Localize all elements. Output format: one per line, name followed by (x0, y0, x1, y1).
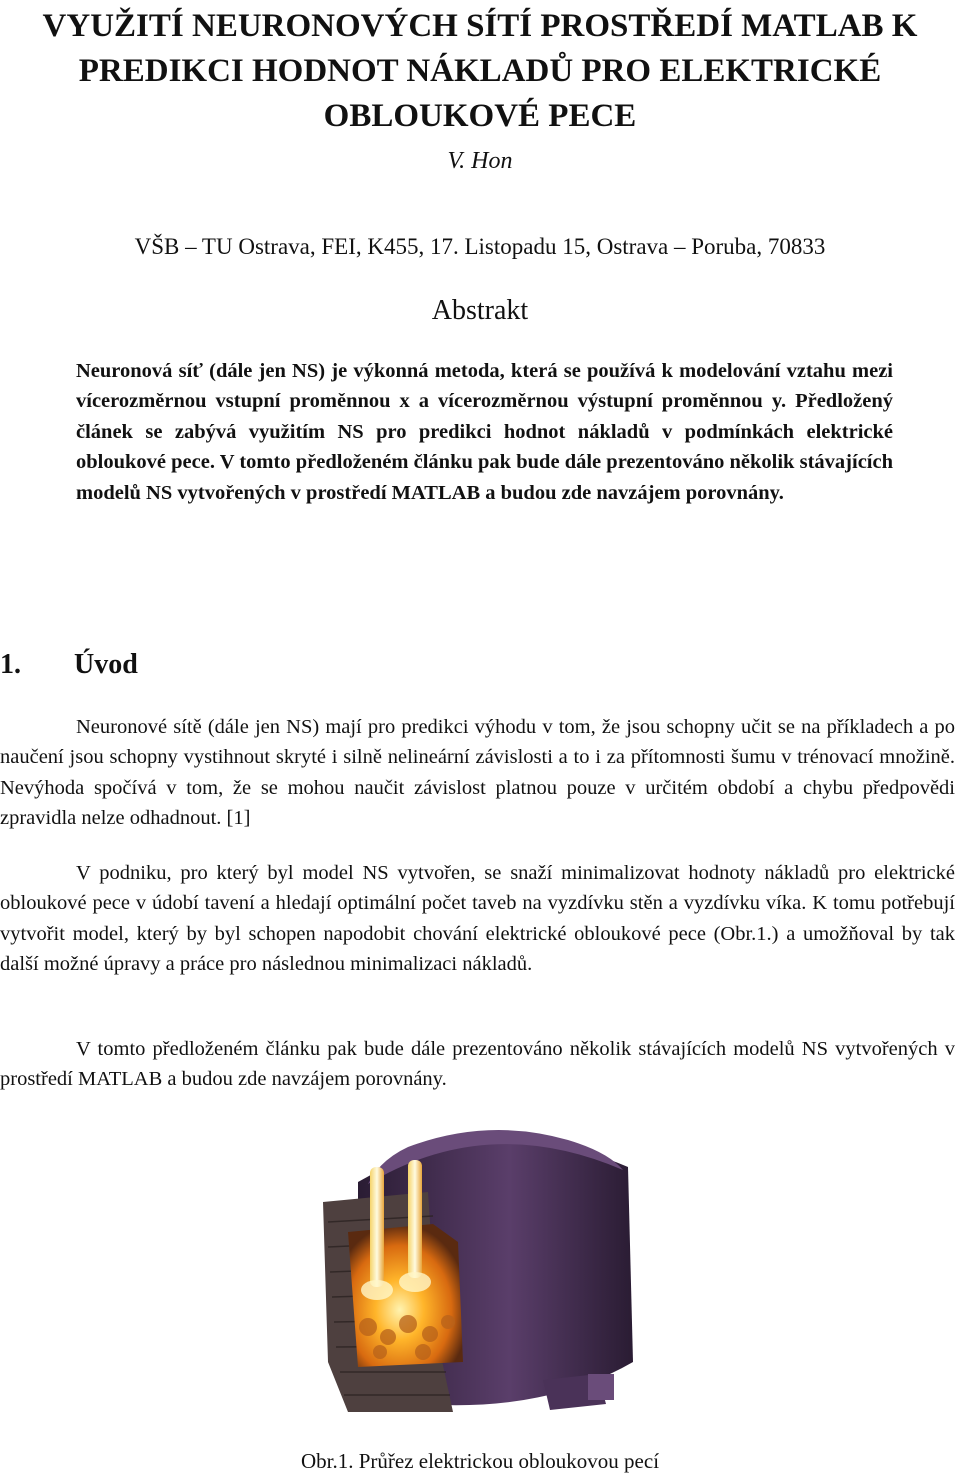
paragraph-3: V tomto předloženém článku pak bude dále prezentováno několik stávajících modelů NS vytvořených v prostředí MATLAB a budou zde navzájem porovnány. (0, 1038, 955, 1091)
arc-furnace-figure (288, 1112, 688, 1432)
paragraph-2: V podniku, pro který byl model NS vytvořen, se snaží minimalizovat hodnoty nákladů pro elektrické obloukové pece v údobí tavení a hledají optimální počet taveb na vyzdívku stěn a vyzdívku víka. K tomu potřebují vytvořit model, který by byl schopen napodobit chování elektrické obloukové pece (Obr.1.) a umožňoval by tak další možné úpravy a práce pro následnou minimalizaci nákladů. (0, 862, 955, 976)
abstract-heading: Abstrakt (431, 295, 529, 326)
paragraph-1: Neuronové sítě (dále jen NS) mají pro predikci výhodu v tom, že jsou schopny učit se na příkladech a po naučení jsou schopny vystihnout skryté i silně nelineární závislosti a to i za přítomnosti šumu v trénovací množině. Nevýhoda spočívá v tom, že se mohou naučit závislost platnou pouze v určitém období a chybu předpovědi zpravidla nelze odhadnout. [1] (0, 716, 955, 830)
affiliation: VŠB – TU Ostrava, FEI, K455, 17. Listopadu 15, Ostrava – Poruba, 70833 (134, 234, 826, 259)
paper-title: VYUŽITÍ NEURONOVÝCH SÍTÍ PROSTŘEDÍ MATLAB K PREDIKCI HODNOT NÁKLADŮ PRO ELEKTRICKÉ OBLOUKOVÉ PECE (42, 8, 918, 134)
electrode-right (408, 1160, 422, 1278)
figure-caption: Obr.1. Průřez elektrickou obloukovou pecí (300, 1449, 660, 1473)
section-title: Úvod (74, 649, 138, 680)
electrode-left (370, 1167, 384, 1287)
author: V. Hon (447, 148, 513, 174)
section-number: 1. (0, 649, 21, 680)
abstract-text: Neuronová síť (dále jen NS) je výkonná metoda, která se používá k modelování vztahu mezi vícerozměrnou vstupní proměnnou x a vícerozměrnou výstupní proměnnou y. Předložený článek se zabývá využitím NS pro predikci hodnot nákladů v podmínkách elektrické obloukové pece. V tomto předloženém článku pak bude dále prezentováno několik stávajících modelů NS vytvořených v prostředí MATLAB a budou zde navzájem porovnány. (76, 360, 893, 504)
section-heading (0, 645, 138, 685)
